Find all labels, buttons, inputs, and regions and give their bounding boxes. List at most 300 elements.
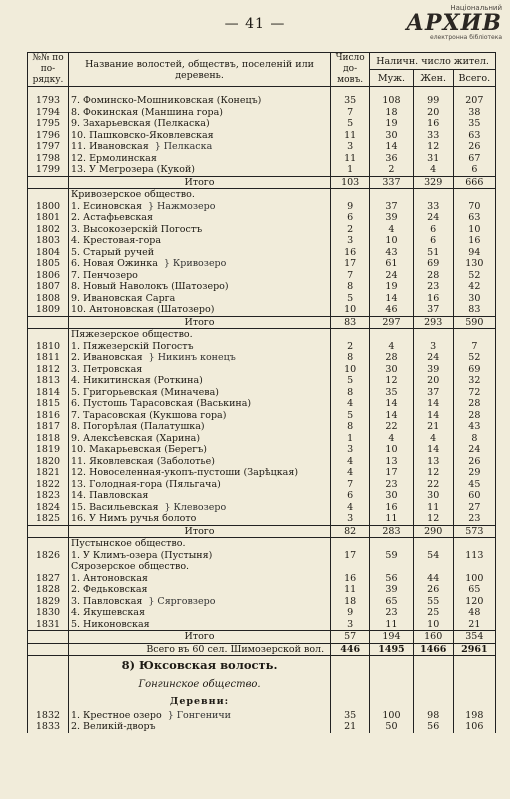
households-cell: 21 [331, 721, 370, 733]
row-number: 1809 [28, 304, 69, 316]
total-cell: 52 [453, 352, 495, 364]
female-cell: 99 [413, 95, 453, 107]
households-cell: 8 [331, 352, 370, 364]
female-cell: 31 [413, 153, 453, 165]
empty-cell [453, 656, 495, 676]
male-cell: 14 [370, 410, 414, 422]
total-cell: 65 [453, 584, 495, 596]
table-row [28, 364, 496, 376]
households-cell: 446 [331, 643, 370, 656]
households-cell: 3 [331, 513, 370, 525]
table-row [28, 550, 496, 562]
total-cell: 63 [453, 212, 495, 224]
row-number: 1819 [28, 444, 69, 456]
row-number: 1814 [28, 387, 69, 399]
empty-cell [453, 538, 495, 550]
row-number: 1825 [28, 513, 69, 525]
total-cell: 26 [453, 456, 495, 468]
empty-cell [453, 693, 495, 710]
row-number: 1802 [28, 224, 69, 236]
empty-cell [413, 189, 453, 201]
male-cell: 4 [370, 433, 414, 445]
village-name: 7. Тарасовская (Кукшова гора) [70, 409, 227, 421]
female-cell: 6 [413, 235, 453, 247]
table-row [28, 513, 496, 525]
empty-cell [413, 693, 453, 710]
row-number: 1800 [28, 201, 69, 213]
row-number: 1806 [28, 270, 69, 282]
row-name [68, 375, 330, 387]
empty-cell [453, 329, 495, 341]
table-row [28, 201, 496, 213]
empty-cell [370, 329, 414, 341]
row-name [68, 479, 330, 491]
total-cell: 30 [453, 293, 495, 305]
village-name: 16. У Нимъ ручья болото [70, 513, 197, 524]
female-cell: 4 [413, 433, 453, 445]
row-name [68, 410, 330, 422]
total-cell: 52 [453, 270, 495, 282]
male-cell: 337 [370, 176, 414, 189]
row-name [68, 513, 330, 525]
heading-label: 8) Юксовская волость. [121, 658, 278, 672]
row-name [68, 224, 330, 236]
empty-cell [370, 189, 414, 201]
total-cell: 16 [453, 235, 495, 247]
male-cell: 23 [370, 479, 414, 491]
village-name: 2. Великій-дворъ [70, 721, 156, 732]
empty-cell [331, 538, 370, 550]
total-cell: 60 [453, 490, 495, 502]
male-cell: 36 [370, 153, 414, 165]
empty-cell [331, 189, 370, 201]
group-brace-label: } Кривозеро [163, 258, 227, 269]
female-cell: 37 [413, 387, 453, 399]
female-cell: 11 [413, 502, 453, 514]
row-number: 1816 [28, 410, 69, 422]
row-number: 1827 [28, 573, 69, 585]
village-name: 9. Алексѣевская (Харина) [70, 432, 201, 444]
households-cell: 5 [331, 375, 370, 387]
group-brace-label: } Гонгеничи [167, 709, 231, 721]
row-name [68, 164, 330, 176]
male-cell: 10 [370, 444, 414, 456]
female-cell: 30 [413, 490, 453, 502]
households-cell: 3 [331, 619, 370, 631]
header-population: Наличн. число жител. [370, 53, 496, 70]
table-row [28, 619, 496, 631]
female-cell: 20 [413, 375, 453, 387]
male-cell: 30 [370, 364, 414, 376]
total-cell: 27 [453, 502, 495, 514]
total-label: Итого [68, 631, 330, 644]
female-cell: 16 [413, 118, 453, 130]
village-name: 5. Старый ручей [70, 246, 155, 258]
female-cell: 14 [413, 410, 453, 422]
empty-cell [370, 676, 414, 694]
village-name: 4. Никитинская (Роткина) [70, 375, 203, 386]
row-number: 1811 [28, 352, 69, 364]
village-name: 10. Пашковско-Яковлевская [70, 129, 214, 141]
row-name [68, 107, 330, 119]
female-cell: 33 [413, 130, 453, 142]
households-cell: 10 [331, 364, 370, 376]
male-cell: 59 [370, 550, 414, 562]
empty-cell [331, 87, 370, 96]
row-name [68, 153, 330, 165]
village-name: 3. Высокозерскій Погостъ [70, 223, 203, 235]
total-cell: 7 [453, 341, 495, 353]
total-cell: 38 [453, 107, 495, 119]
households-cell: 8 [331, 387, 370, 399]
village-name: 4. Якушевская [70, 607, 145, 618]
female-cell: 12 [413, 141, 453, 153]
empty-cell [413, 656, 453, 676]
households-cell: 4 [331, 467, 370, 479]
male-cell: 12 [370, 375, 414, 387]
male-cell: 13 [370, 456, 414, 468]
male-cell: 11 [370, 513, 414, 525]
logo-main-text: АРХИВ [406, 10, 502, 36]
row-name [68, 596, 330, 608]
table-body [28, 87, 496, 733]
female-cell: 6 [413, 224, 453, 236]
row-number: 1818 [28, 433, 69, 445]
header-male: Муж. [370, 70, 414, 87]
village-name: 9. Захарьевская (Пелкаска) [70, 118, 210, 129]
row-name [68, 293, 330, 305]
table-row [28, 444, 496, 456]
village-name: 6. Пустошь Тарасовская (Васькина) [70, 398, 252, 409]
female-cell: 24 [413, 212, 453, 224]
male-cell: 22 [370, 421, 414, 433]
empty-cell [413, 87, 453, 96]
households-cell: 7 [331, 479, 370, 491]
households-cell: 5 [331, 118, 370, 130]
table-row [28, 95, 496, 107]
male-cell: 19 [370, 118, 414, 130]
female-cell: 20 [413, 107, 453, 119]
logo-bottom-text: електронна бібліотека [430, 34, 502, 41]
empty-cell [28, 676, 69, 694]
male-cell: 10 [370, 235, 414, 247]
empty-cell [28, 643, 69, 656]
row-number: 1820 [28, 456, 69, 468]
group-brace-label: } Нажмозеро [147, 200, 216, 212]
row-name [68, 352, 330, 364]
households-cell: 35 [331, 710, 370, 722]
households-cell: 8 [331, 281, 370, 293]
female-cell: 290 [413, 525, 453, 538]
empty-cell [370, 538, 414, 550]
total-cell: 23 [453, 513, 495, 525]
row-name [68, 212, 330, 224]
row-number: 1812 [28, 364, 69, 376]
male-cell: 46 [370, 304, 414, 316]
male-cell: 1495 [370, 643, 414, 656]
empty-cell [331, 676, 370, 694]
female-cell: 39 [413, 364, 453, 376]
male-cell: 108 [370, 95, 414, 107]
row-number: 1823 [28, 490, 69, 502]
row-number: 1794 [28, 107, 69, 119]
row-name [68, 573, 330, 585]
male-cell: 18 [370, 107, 414, 119]
row-name [68, 607, 330, 619]
female-cell: 69 [413, 258, 453, 270]
female-cell: 3 [413, 341, 453, 353]
row-name [68, 421, 330, 433]
households-cell: 4 [331, 502, 370, 514]
empty-cell [370, 561, 414, 573]
male-cell: 4 [370, 341, 414, 353]
group-brace-label: } Сярговзеро [148, 595, 216, 607]
female-cell: 329 [413, 176, 453, 189]
female-cell: 37 [413, 304, 453, 316]
row-name [68, 584, 330, 596]
heading-label: Кривозерское общество. [70, 189, 195, 200]
female-cell: 55 [413, 596, 453, 608]
male-cell: 39 [370, 212, 414, 224]
empty-cell [413, 561, 453, 573]
village-name: 5. Никоновская [70, 618, 150, 630]
female-cell: 16 [413, 293, 453, 305]
households-cell: 2 [331, 341, 370, 353]
table-row [28, 141, 496, 153]
row-number: 1828 [28, 584, 69, 596]
empty-cell [453, 676, 495, 694]
households-cell: 10 [331, 304, 370, 316]
female-cell: 51 [413, 247, 453, 259]
empty-cell [331, 693, 370, 710]
female-cell: 293 [413, 316, 453, 329]
row-number: 1833 [28, 721, 69, 733]
village-name: 1. Есиновская [70, 200, 142, 212]
row-name [68, 270, 330, 282]
male-cell: 4 [370, 224, 414, 236]
total-label: Итого [68, 525, 330, 538]
households-cell: 1 [331, 433, 370, 445]
row-number: 1793 [28, 95, 69, 107]
village-name: 8. Новый Наволокъ (Шатозеро) [70, 281, 229, 292]
total-label: Итого [68, 316, 330, 329]
households-cell: 1 [331, 164, 370, 176]
empty-cell [331, 561, 370, 573]
table-row [28, 421, 496, 433]
header-female: Жен. [413, 70, 453, 87]
village-name: 1. Антоновская [70, 572, 148, 584]
row-number: 1807 [28, 281, 69, 293]
table-row [28, 107, 496, 119]
households-cell: 16 [331, 573, 370, 585]
row-number: 1822 [28, 479, 69, 491]
table-row [28, 479, 496, 491]
households-cell: 4 [331, 456, 370, 468]
households-cell: 3 [331, 235, 370, 247]
empty-cell [28, 176, 69, 189]
village-name: 3. Петровская [70, 363, 143, 375]
empty-cell [453, 87, 495, 96]
households-cell: 9 [331, 607, 370, 619]
total-cell: 590 [453, 316, 495, 329]
row-number: 1798 [28, 153, 69, 165]
census-table [27, 52, 496, 733]
header-total: Всего. [453, 70, 495, 87]
households-cell: 17 [331, 550, 370, 562]
table-row [28, 387, 496, 399]
male-cell: 100 [370, 710, 414, 722]
table-row [28, 341, 496, 353]
empty-cell [28, 87, 69, 96]
subtotal-row [28, 631, 496, 644]
total-cell: 21 [453, 619, 495, 631]
table-row [28, 710, 496, 722]
table-row [28, 212, 496, 224]
village-name: 3. Павловская [70, 595, 143, 607]
row-name [68, 456, 330, 468]
village-name: 1. У Климъ-озера (Пустыня) [70, 549, 213, 561]
section-heading-row [28, 538, 496, 550]
male-cell: 14 [370, 141, 414, 153]
total-cell: 666 [453, 176, 495, 189]
total-cell: 43 [453, 421, 495, 433]
male-cell: 19 [370, 281, 414, 293]
male-cell: 283 [370, 525, 414, 538]
village-name: 15. Васильевская [70, 501, 159, 513]
subtotal-row [28, 176, 496, 189]
total-cell: 10 [453, 224, 495, 236]
table-row [28, 375, 496, 387]
male-cell: 14 [370, 293, 414, 305]
total-cell: 573 [453, 525, 495, 538]
female-cell: 56 [413, 721, 453, 733]
table-row [28, 584, 496, 596]
total-cell: 67 [453, 153, 495, 165]
male-cell: 43 [370, 247, 414, 259]
row-name [68, 398, 330, 410]
archive-logo [372, 4, 502, 44]
table-row [28, 153, 496, 165]
empty-cell [28, 525, 69, 538]
empty-cell [28, 538, 69, 550]
row-name [68, 304, 330, 316]
households-cell: 4 [331, 398, 370, 410]
village-name: 1. Пяжезерскій Погостъ [70, 340, 194, 352]
row-name [68, 95, 330, 107]
empty-cell [28, 316, 69, 329]
village-name: 8. Фокинская (Маншина гора) [70, 106, 223, 118]
total-cell: 29 [453, 467, 495, 479]
table-row [28, 293, 496, 305]
total-label: Итого [68, 176, 330, 189]
male-cell: 30 [370, 130, 414, 142]
heading-label: Деревни: [169, 696, 230, 707]
female-cell: 26 [413, 584, 453, 596]
village-name: 7. Пенчозеро [70, 269, 138, 281]
village-name: 5. Григорьевская (Миначева) [70, 386, 219, 398]
households-cell: 35 [331, 95, 370, 107]
households-cell: 6 [331, 490, 370, 502]
male-cell: 23 [370, 607, 414, 619]
heading-label: Сярозерское общество. [70, 561, 190, 572]
female-cell: 44 [413, 573, 453, 585]
spacer-row [28, 87, 496, 96]
village-name: 2. Астафьевская [70, 212, 153, 223]
table-row [28, 456, 496, 468]
row-number: 1829 [28, 596, 69, 608]
row-name [68, 141, 330, 153]
table-row [28, 467, 496, 479]
table-row [28, 270, 496, 282]
header-households: Число до-мовъ. [331, 53, 370, 87]
table-row [28, 502, 496, 514]
female-cell: 14 [413, 398, 453, 410]
households-cell: 11 [331, 130, 370, 142]
village-name: 12. Новоселенная-укопъ-пустоши (Зарѣцкая) [70, 467, 299, 478]
row-name [68, 341, 330, 353]
empty-cell [331, 656, 370, 676]
row-number: 1804 [28, 247, 69, 259]
row-name [68, 387, 330, 399]
table-row [28, 721, 496, 733]
male-cell: 28 [370, 352, 414, 364]
total-cell: 48 [453, 607, 495, 619]
male-cell: 30 [370, 490, 414, 502]
village-name: 13. У Мегрозера (Кукой) [70, 164, 196, 175]
village-name: 11. Яковлевская (Заболотье) [70, 455, 215, 467]
male-cell: 11 [370, 619, 414, 631]
table-row [28, 224, 496, 236]
households-cell: 3 [331, 444, 370, 456]
row-number: 1831 [28, 619, 69, 631]
total-cell: 32 [453, 375, 495, 387]
row-name [68, 502, 330, 514]
total-cell: 26 [453, 141, 495, 153]
total-cell: 2961 [453, 643, 495, 656]
empty-cell [413, 538, 453, 550]
total-cell: 24 [453, 444, 495, 456]
empty-cell [28, 631, 69, 644]
empty-cell [331, 329, 370, 341]
table-row [28, 281, 496, 293]
village-name: 6. Новая Ожинка [70, 258, 158, 269]
households-cell: 11 [331, 153, 370, 165]
female-cell: 160 [413, 631, 453, 644]
households-cell: 2 [331, 224, 370, 236]
row-number: 1810 [28, 341, 69, 353]
empty-cell [28, 561, 69, 573]
households-cell: 82 [331, 525, 370, 538]
total-cell: 69 [453, 364, 495, 376]
table-row [28, 352, 496, 364]
table-row [28, 304, 496, 316]
female-cell: 12 [413, 467, 453, 479]
households-cell: 18 [331, 596, 370, 608]
total-cell: 94 [453, 247, 495, 259]
section-heading-row [28, 329, 496, 341]
empty-cell [453, 189, 495, 201]
male-cell: 56 [370, 573, 414, 585]
row-number: 1801 [28, 212, 69, 224]
row-number: 1832 [28, 710, 69, 722]
row-number: 1808 [28, 293, 69, 305]
empty-cell [28, 656, 69, 676]
households-cell: 8 [331, 421, 370, 433]
male-cell: 35 [370, 387, 414, 399]
table-row [28, 573, 496, 585]
heading-label: Гонгинское общество. [138, 678, 261, 690]
row-name [68, 490, 330, 502]
